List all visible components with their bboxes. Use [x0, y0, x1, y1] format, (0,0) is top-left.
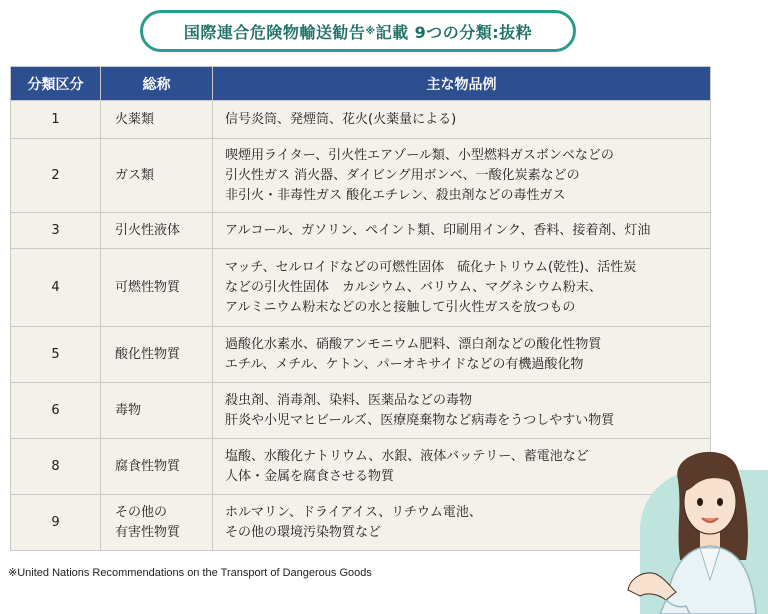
class-examples: アルコール、ガソリン、ペイント類、印刷用インク、香料、接着剤、灯油: [213, 213, 711, 249]
class-number: 3: [11, 213, 101, 249]
class-examples: マッチ、セルロイドなどの可燃性固体 硫化ナトリウム(乾性)、活性炭 などの引火性固体 カルシウム、バリウム、マグネシウム粉末、 アルミニウム粉末などの水と接触して引火性ガスを放つもの: [213, 249, 711, 327]
class-name: 酸化性物質: [101, 327, 213, 383]
class-name: 腐食性物質: [101, 439, 213, 495]
table-row: [11, 101, 711, 139]
header-examples: 主な物品例: [213, 67, 711, 101]
class-name: その他の 有害性物質: [101, 495, 213, 551]
class-examples: 信号炎筒、発煙筒、花火(火薬量による): [213, 101, 711, 139]
table-header-row: [11, 67, 711, 101]
class-examples: 過酸化水素水、硝酸アンモニウム肥料、漂白剤などの酸化性物質 エチル、メチル、ケトン、パーオキサイドなどの有機過酸化物: [213, 327, 711, 383]
table-row: [11, 249, 711, 327]
class-examples: 喫煙用ライター、引火性エアゾール類、小型燃料ガスボンベなどの 引火性ガス 消火器、ダイビング用ボンベ、一酸化炭素などの 非引火・非毒性ガス 酸化エチレン、殺虫剤などの毒性ガス: [213, 139, 711, 213]
footnote: ※United Nations Recommendations on the Transport of Dangerous Goods: [8, 567, 372, 579]
class-number: 6: [11, 383, 101, 439]
table-row: [11, 213, 711, 249]
class-name: ガス類: [101, 139, 213, 213]
table-row: [11, 383, 711, 439]
header-class: 分類区分: [11, 67, 101, 101]
class-number: 2: [11, 139, 101, 213]
class-name: 引火性液体: [101, 213, 213, 249]
class-number: 9: [11, 495, 101, 551]
class-number: 1: [11, 101, 101, 139]
class-name: 火薬類: [101, 101, 213, 139]
title-main: 国際連合危険物輸送勧告: [183, 22, 366, 42]
class-number: 4: [11, 249, 101, 327]
class-number: 5: [11, 327, 101, 383]
class-name: 毒物: [101, 383, 213, 439]
page-title: [140, 10, 576, 52]
class-examples: 殺虫剤、消毒剤、染料、医薬品などの毒物 肝炎や小児マヒビールズ、医療廃棄物など病毒をうつしやすい物質: [213, 383, 711, 439]
header-name: 総称: [101, 67, 213, 101]
class-examples: ホルマリン、ドライアイス、リチウム電池、 その他の環境汚染物質など: [213, 495, 711, 551]
table-row: [11, 327, 711, 383]
table-row: [11, 139, 711, 213]
class-number: 8: [11, 439, 101, 495]
class-name: 可燃性物質: [101, 249, 213, 327]
title-rest: 記載 9つの分類:抜粋: [375, 22, 533, 42]
presenter-woman-illustration: [600, 440, 768, 614]
class-examples: 塩酸、水酸化ナトリウム、水銀、液体バッテリー、蓄電池など 人体・金属を腐食させる物質: [213, 439, 711, 495]
title-footnote-mark: ※: [365, 25, 376, 37]
